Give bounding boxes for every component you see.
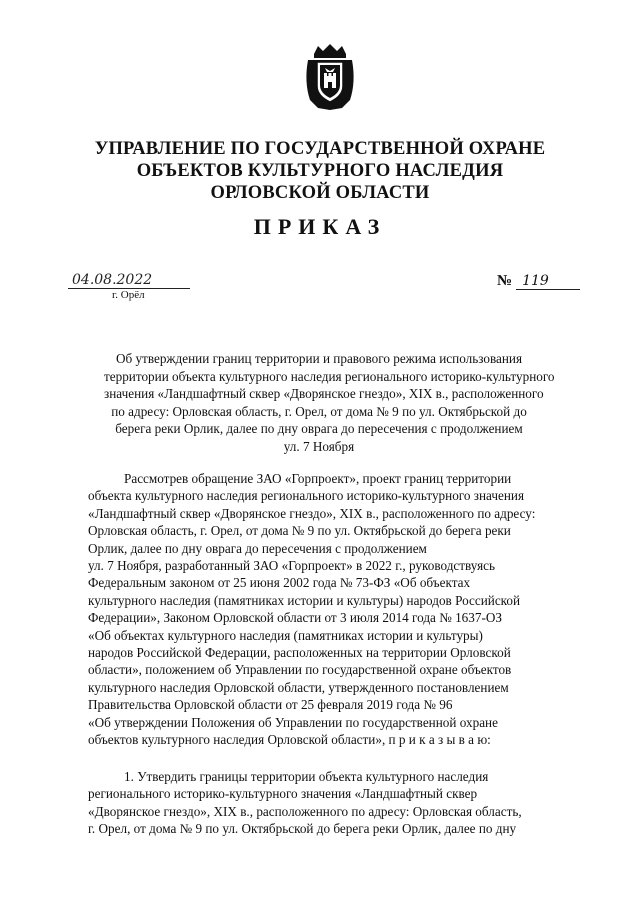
subject-line: берега реки Орлик, далее по дну оврага до пересечения с продолжением [115,421,523,437]
order-subject [104,350,555,456]
point-line: регионального историко-культурного значения «Ландшафтный сквер [88,786,478,802]
order-city: г. Орёл [112,289,145,301]
subject-line: ул. 7 Ноября [283,438,355,454]
subject-line: по адресу: Орловская область, г. Орел, от дома № 9 по ул. Октябрьской до [111,403,527,419]
body-line: объектов культурного наследия Орловской области», п р и к а з ы в а ю: [88,732,491,748]
body-line: области», положением об Управлении по государственной охране объектов [88,662,512,678]
coat-of-arms-icon [300,42,360,112]
subject-line: территории объекта культурного наследия регионального историко-культурного [104,368,555,384]
body-line: Рассмотрев обращение ЗАО «Горпроект», проект границ территории [124,471,512,486]
subject-line: Об утверждении границ территории и правового режима использования [115,351,523,366]
body-line: народов Российской Федерации, расположенных на территории Орловской [88,645,511,661]
body-line: «Об утверждении Положения об Управлении по государственной охране [88,714,498,730]
point-line: г. Орел, от дома № 9 по ул. Октябрьской до берега реки Орлик, далее по дну [88,821,517,837]
order-date: 04.08.2022 [68,272,190,289]
agency-name [0,138,640,204]
order-number: 119 [516,273,580,290]
body-line: Орловская область, г. Орел, от дома № 9 по ул. Октябрьской до берега реки [88,523,511,539]
point-1-paragraph [88,768,598,838]
point-line: «Дворянское гнездо», XIX в., расположенного по адресу: Орловская область, [88,803,522,819]
body-line: Правительства Орловской области от 25 февраля 2019 года № 96 [88,697,453,713]
body-line: Орлик, далее по дну оврага до пересечения с продолжением [88,540,427,556]
agency-line: УПРАВЛЕНИЕ ПО ГОСУДАРСТВЕННОЙ ОХРАНЕ [94,139,546,159]
preamble-paragraph [88,470,598,749]
order-title: ПРИКАЗ [253,214,387,239]
agency-line: ОРЛОВСКОЙ ОБЛАСТИ [210,183,430,203]
date-block [68,272,198,301]
body-line: культурного наследия Орловской области, утвержденного постановлением [88,679,509,695]
body-line: Федеральным законом от 25 июня 2002 года № 73-ФЗ «Об объектах [88,575,471,591]
number-label: № [497,273,513,289]
body-line: «Ландшафтный сквер «Дворянское гнездо», XIX в., расположенного по адресу: [88,505,536,521]
body-line: ул. 7 Ноября, разработанный ЗАО «Горпроект» в 2022 г., руководствуясь [88,558,495,574]
subject-line: значения «Ландшафтный сквер «Дворянское гнездо», XIX в., расположенного [104,386,544,402]
agency-line: ОБЪЕКТОВ КУЛЬТУРНОГО НАСЛЕДИЯ [136,161,504,181]
body-line: объекта культурного наследия регионального историко-культурного значения [88,488,525,504]
body-line: Федерации», Законом Орловской области от 3 июля 2014 года № 1637-ОЗ [88,610,502,626]
point-line: 1. Утвердить границы территории объекта культурного наследия [124,769,489,784]
body-line: культурного наследия (памятниках истории и культуры) народов Российской [88,592,521,608]
body-line: «Об объектах культурного наследия (памятниках истории и культуры) [88,627,483,643]
number-block [497,272,587,290]
